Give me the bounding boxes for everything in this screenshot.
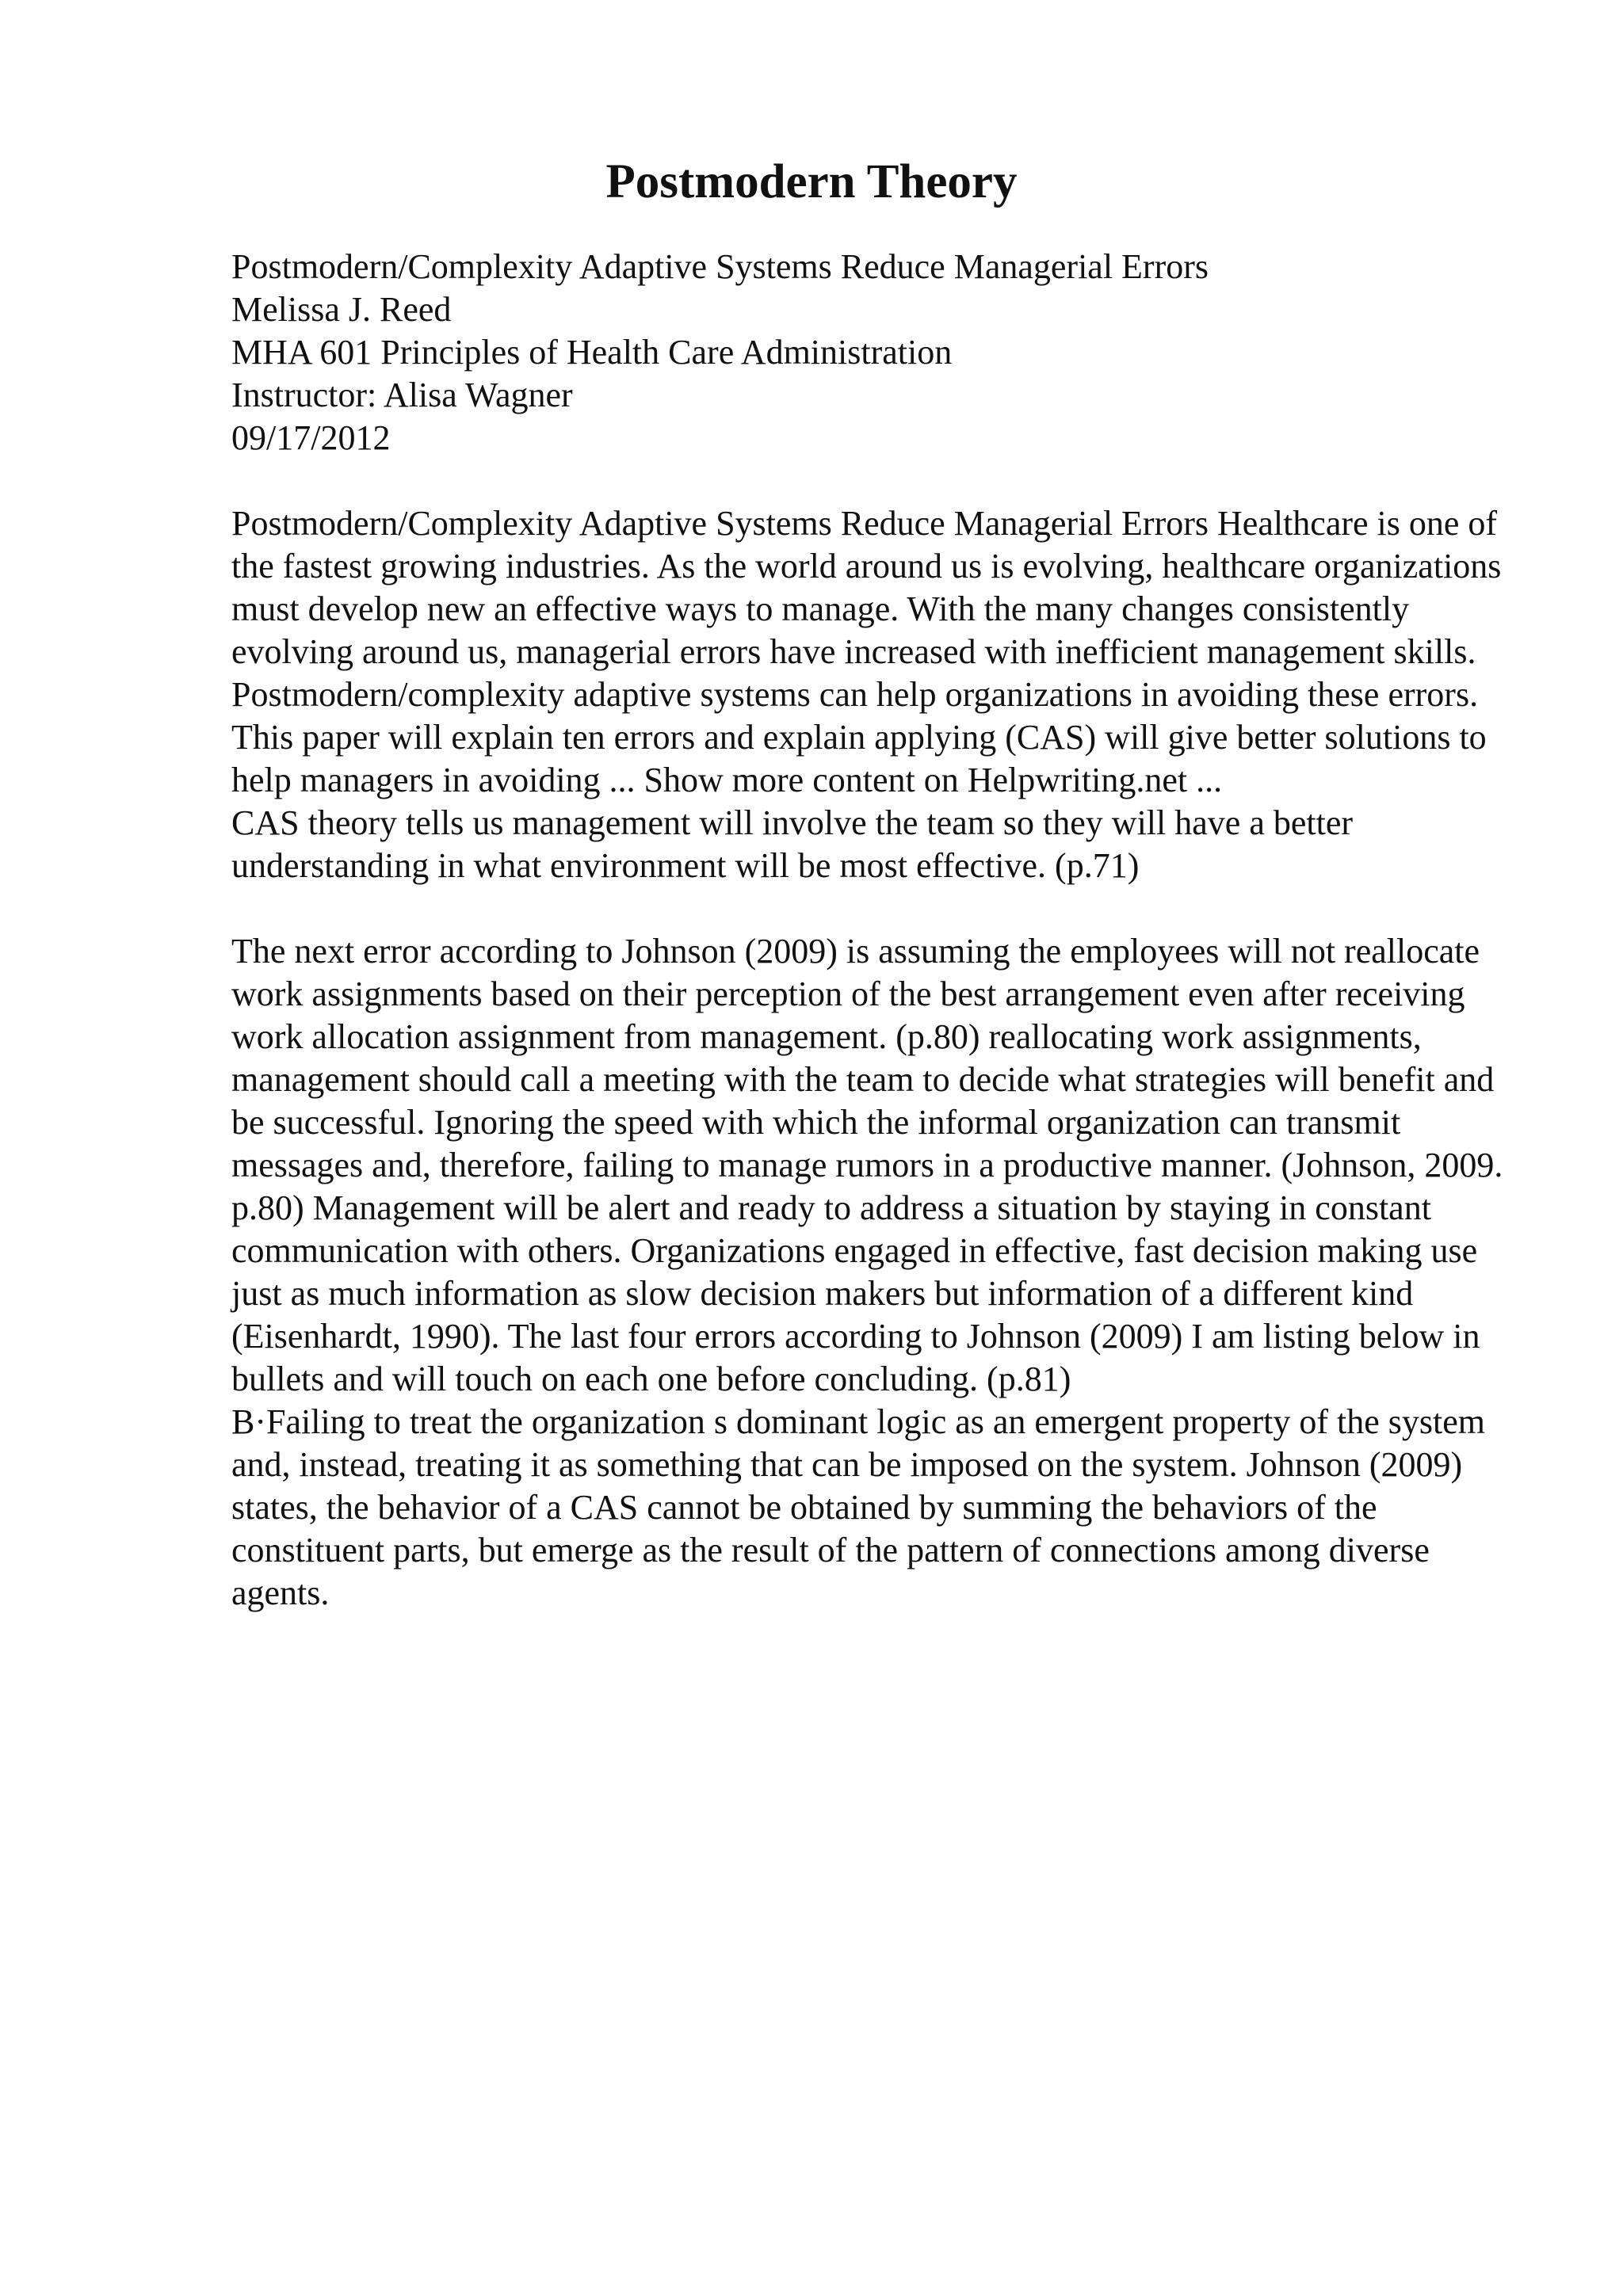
paragraph-cas-theory: CAS theory tells us management will involve the team so they will have a better understanding in what environment will be most effective. (p.71) — [231, 803, 1354, 885]
author-line: Melissa J. Reed — [231, 290, 452, 329]
date-line: 09/17/2012 — [231, 418, 391, 457]
header-block — [231, 246, 1531, 460]
course-line: MHA 601 Principles of Health Care Administration — [231, 333, 953, 372]
document-title: Postmodern Theory — [605, 155, 1018, 208]
paragraph-bullet: B·Failing to treat the organization s dominant logic as an emergent property of the system and, instead, treating it as something that can be imposed on the system. Johnson (2009) states, the behavior of a CAS cannot be obtained by summing the behaviors of the constituent parts, but emerge as the result of the pattern of connections among diverse agents. — [231, 1402, 1486, 1612]
instructor-line: Instructor: Alisa Wagner — [231, 376, 573, 414]
document-body — [231, 246, 1531, 1615]
spacer — [231, 887, 1531, 930]
paper-title-line: Postmodern/Complexity Adaptive Systems Reduce Managerial Errors — [231, 247, 1209, 286]
paragraph-next-error: The next error according to Johnson (2009) is assuming the employees will not reallocate work assignments based on their perception of the best arrangement even after receiving work allocation assignment from management. (p.80) reallocating work assignments, management should call a meeting with the team to decide what strategies will benefit and be successful. Ignoring the speed with which the informal organization can transmit messages and, therefore, failing to manage rumors in a productive manner. (Johnson, 2009. p.80) Management will be alert and ready to address a situation by staying in constant communication with others. Organizations engaged in effective, fast decision making use just as much information as slow decision makers but information of a different kind (Eisenhardt, 1990). The last four errors according to Johnson (2009) I am listing below in bullets and will touch on each one before concluding. (p.81) — [231, 932, 1503, 1398]
spacer — [231, 460, 1531, 502]
paragraph-intro: Postmodern/Complexity Adaptive Systems Reduce Managerial Errors Healthcare is one of the fastest growing industries. As the world around us is evolving, healthcare organizations must develop new an effective ways to manage. With the many changes consistently evolving around us, managerial errors have increased with inefficient management skills. Postmodern/complexity adaptive systems can help organizations in avoiding these errors. This paper will explain ten errors and explain applying (CAS) will give better solutions to help managers in avoiding ... Show more content on Helpwriting.net ... — [231, 504, 1502, 799]
